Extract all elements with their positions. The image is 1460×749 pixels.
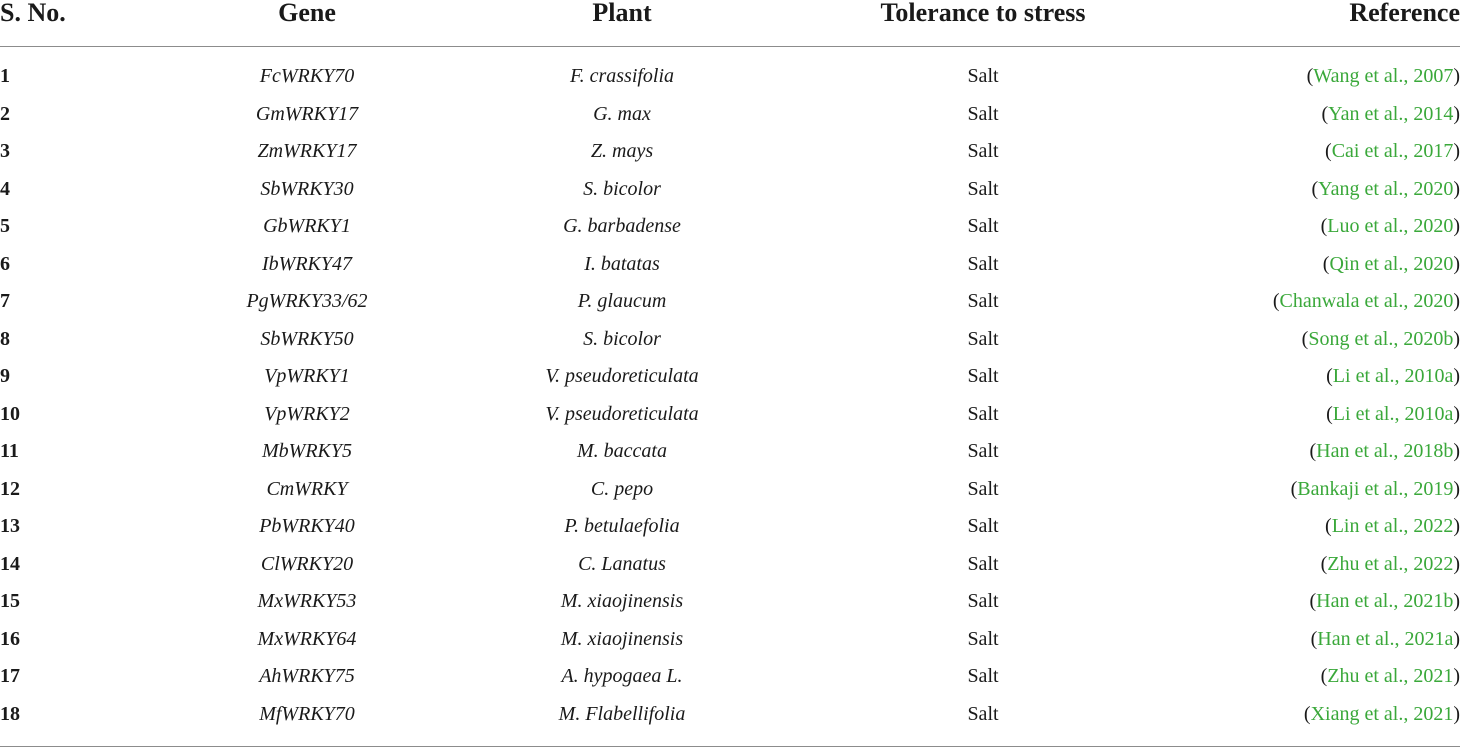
row-number: 9 [0, 365, 10, 387]
table-row [0, 471, 1460, 509]
plant-name: F. crassifolia [569, 65, 675, 87]
row-number: 14 [0, 552, 20, 575]
plant-name: G. barbadense [563, 215, 681, 237]
plant-name: G. max [593, 102, 651, 125]
table-row [0, 96, 1460, 134]
plant-name: A. hypogaea L. [561, 665, 683, 687]
reference-cell: (Li et al., 2010a) [1326, 402, 1460, 425]
row-number: 18 [0, 702, 20, 725]
reference-link[interactable]: Qin et al., 2020 [1329, 252, 1454, 275]
row-number: 17 [0, 665, 20, 687]
reference-link[interactable]: Li et al., 2010a [1332, 402, 1454, 425]
row-number: 4 [0, 177, 10, 200]
header-reference: Reference [1349, 0, 1460, 27]
stress-tolerance: Salt [967, 590, 999, 612]
table-row [0, 396, 1460, 434]
table-row [0, 133, 1460, 171]
table-row [0, 696, 1460, 734]
reference-link[interactable]: Zhu et al., 2022 [1327, 552, 1454, 575]
reference-link[interactable]: Luo et al., 2020 [1327, 215, 1454, 237]
reference-cell: (Han et al., 2018b) [1309, 440, 1460, 462]
table-row [0, 658, 1460, 696]
table-row [0, 246, 1460, 284]
reference-cell: (Li et al., 2010a) [1326, 365, 1460, 387]
table-row [0, 433, 1460, 471]
reference-cell: (Bankaji et al., 2019) [1290, 477, 1460, 500]
reference-link[interactable]: Wang et al., 2007 [1313, 65, 1454, 87]
plant-name: S. bicolor [583, 177, 661, 200]
reference-cell: (Luo et al., 2020) [1320, 215, 1460, 237]
plant-name: P. glaucum [577, 290, 667, 312]
reference-cell: (Zhu et al., 2022) [1320, 552, 1460, 575]
reference-cell: (Xiang et al., 2021) [1303, 702, 1460, 725]
stress-tolerance: Salt [967, 702, 999, 725]
header-sno: S. No. [0, 0, 66, 27]
table-row [0, 208, 1460, 246]
reference-cell: (Han et al., 2021a) [1310, 627, 1460, 650]
stress-tolerance: Salt [967, 327, 999, 350]
table-row [0, 621, 1460, 659]
row-number: 7 [0, 290, 10, 312]
row-number: 16 [0, 627, 20, 650]
reference-link[interactable]: Han et al., 2021b [1316, 590, 1454, 612]
gene-name: MfWRKY70 [259, 702, 355, 725]
reference-cell: (Han et al., 2021b) [1309, 590, 1460, 612]
table-row [0, 58, 1460, 96]
gene-name: IbWRKY47 [262, 252, 352, 275]
stress-tolerance: Salt [967, 665, 999, 687]
plant-name: M. baccata [577, 440, 667, 462]
table-row [0, 358, 1460, 396]
stress-tolerance: Salt [967, 290, 999, 312]
stress-tolerance: Salt [967, 477, 999, 500]
header-tolerance: Tolerance to stress [880, 0, 1086, 27]
reference-link[interactable]: Yan et al., 2014 [1328, 102, 1454, 125]
reference-link[interactable]: Bankaji et al., 2019 [1297, 477, 1454, 500]
table-row [0, 171, 1460, 209]
bottom-rule [0, 746, 1460, 747]
reference-cell: (Qin et al., 2020) [1322, 252, 1460, 275]
gene-name: MbWRKY5 [262, 440, 352, 462]
row-number: 6 [0, 252, 10, 275]
reference-link[interactable]: Li et al., 2010a [1332, 365, 1454, 387]
stress-tolerance: Salt [967, 177, 999, 200]
header-gene: Gene [278, 0, 336, 27]
gene-name: MxWRKY53 [257, 590, 357, 612]
gene-name: AhWRKY75 [259, 665, 355, 687]
header-plant: Plant [592, 0, 652, 27]
gene-name: MxWRKY64 [257, 627, 357, 650]
reference-link[interactable]: Lin et al., 2022 [1331, 515, 1454, 537]
gene-name: VpWRKY1 [264, 365, 350, 387]
plant-name: V. pseudoreticulata [545, 365, 699, 387]
row-number: 5 [0, 215, 10, 237]
gene-name: SbWRKY50 [260, 327, 354, 350]
table-header [0, 0, 1460, 47]
gene-name: PgWRKY33/62 [246, 290, 368, 312]
table-row [0, 583, 1460, 621]
table-row [0, 546, 1460, 584]
stress-tolerance: Salt [967, 627, 999, 650]
plant-name: C. pepo [590, 477, 654, 500]
plant-name: M. xiaojinensis [560, 627, 684, 650]
gene-name: FcWRKY70 [259, 65, 355, 87]
plant-name: M. Flabellifolia [558, 702, 686, 725]
table-row [0, 283, 1460, 321]
reference-cell: (Lin et al., 2022) [1325, 515, 1460, 537]
table-body [0, 58, 1460, 733]
reference-link[interactable]: Song et al., 2020b [1308, 327, 1454, 350]
row-number: 1 [0, 65, 10, 87]
plant-name: M. xiaojinensis [560, 590, 684, 612]
gene-name: ClWRKY20 [260, 552, 354, 575]
reference-cell: (Cai et al., 2017) [1325, 140, 1460, 162]
stress-tolerance: Salt [967, 552, 999, 575]
row-number: 12 [0, 477, 20, 500]
reference-cell: (Song et al., 2020b) [1301, 327, 1460, 350]
reference-link[interactable]: Zhu et al., 2021 [1327, 665, 1454, 687]
stress-tolerance: Salt [967, 515, 999, 537]
row-number: 15 [0, 590, 20, 612]
plant-name: S. bicolor [583, 327, 661, 350]
stress-tolerance: Salt [967, 215, 999, 237]
reference-link[interactable]: Chanwala et al., 2020 [1279, 290, 1454, 312]
stress-tolerance: Salt [967, 252, 999, 275]
reference-cell: (Wang et al., 2007) [1306, 65, 1460, 87]
reference-link[interactable]: Han et al., 2021a [1317, 627, 1454, 650]
stress-tolerance: Salt [967, 140, 999, 162]
stress-tolerance: Salt [967, 402, 999, 425]
plant-name: V. pseudoreticulata [545, 402, 699, 425]
row-number: 10 [0, 402, 20, 425]
stress-tolerance: Salt [967, 65, 999, 87]
gene-name: SbWRKY30 [260, 177, 354, 200]
plant-name: I. batatas [584, 252, 660, 275]
gene-name: ZmWRKY17 [257, 140, 357, 162]
gene-name: VpWRKY2 [264, 402, 350, 425]
table-row [0, 321, 1460, 359]
reference-link[interactable]: Xiang et al., 2021 [1310, 702, 1454, 725]
reference-cell: (Zhu et al., 2021) [1320, 665, 1460, 687]
plant-name: P. betulaefolia [564, 515, 680, 537]
stress-tolerance: Salt [967, 365, 999, 387]
table-row [0, 508, 1460, 546]
row-number: 2 [0, 102, 10, 125]
reference-cell: (Yang et al., 2020) [1311, 177, 1460, 200]
gene-name: GmWRKY17 [255, 102, 359, 125]
plant-name: Z. mays [590, 140, 654, 162]
row-number: 11 [0, 440, 19, 462]
reference-link[interactable]: Han et al., 2018b [1316, 440, 1454, 462]
stress-tolerance: Salt [967, 102, 999, 125]
gene-name: PbWRKY40 [259, 515, 355, 537]
reference-link[interactable]: Yang et al., 2020 [1318, 177, 1454, 200]
gene-name: CmWRKY [266, 477, 348, 500]
stress-tolerance: Salt [967, 440, 999, 462]
reference-cell: (Chanwala et al., 2020) [1272, 290, 1460, 312]
plant-name: C. Lanatus [578, 552, 666, 575]
gene-name: GbWRKY1 [263, 215, 351, 237]
row-number: 3 [0, 140, 10, 162]
row-number: 8 [0, 327, 10, 350]
reference-link[interactable]: Cai et al., 2017 [1331, 140, 1454, 162]
row-number: 13 [0, 515, 20, 537]
reference-cell: (Yan et al., 2014) [1321, 102, 1460, 125]
